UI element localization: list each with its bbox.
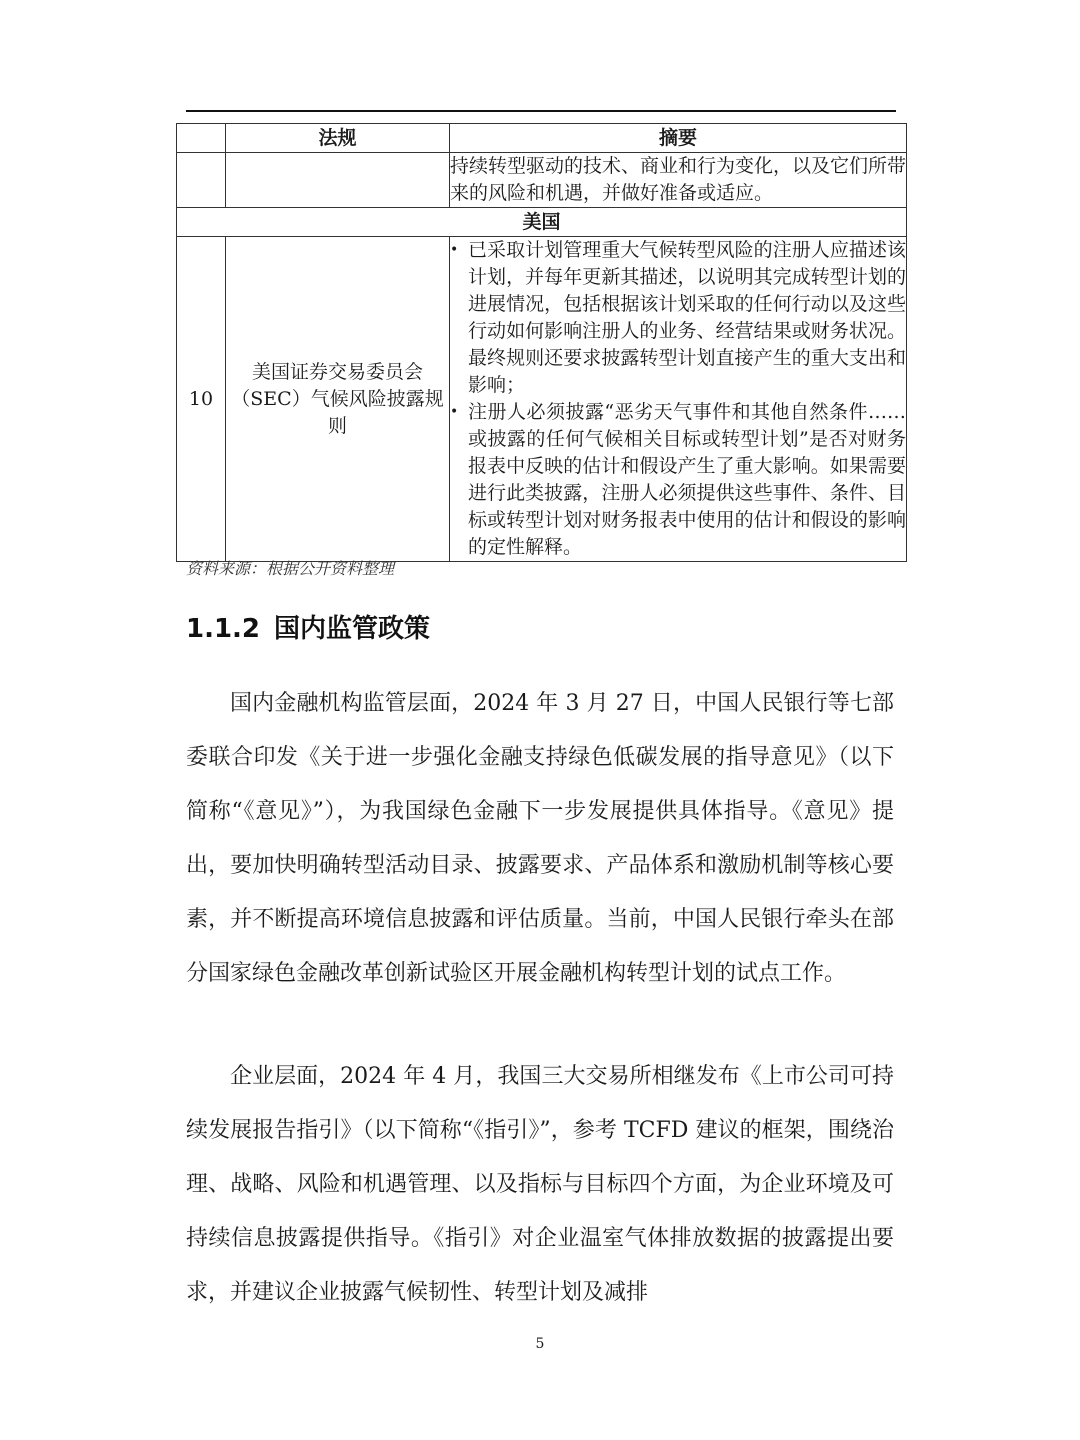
header-index <box>177 124 226 153</box>
bullet-icon: • <box>450 404 459 420</box>
region-row <box>177 208 907 237</box>
section-title: 国内监管政策 <box>274 614 431 644</box>
row-number: 10 <box>177 237 226 562</box>
table-row <box>177 153 907 208</box>
bullet-text: 已采取计划管理重大气候转型风险的注册人应描述该计划，并每年更新其描述，以说明其完成转型计划的进展情况，包括根据该计划采取的任何行动以及这些行动如何影响注册人的业务、经营结果或财务状况。最终规则还要求披露转型计划直接产生的重大支出和影响； <box>468 239 906 396</box>
empty-cell <box>226 153 450 208</box>
table-row <box>177 237 907 562</box>
header-summary: 摘要 <box>450 124 907 153</box>
region-label: 美国 <box>177 208 907 237</box>
list-item <box>450 237 906 399</box>
bullet-text: 注册人必须披露“恶劣天气事件和其他自然条件……或披露的任何气候相关目标或转型计划”是否对财务报表中反映的估计和假设产生了重大影响。如果需要进行此类披露，注册人必须提供这些事件、条件、目标或转型计划对财务报表中使用的估计和假设的影响的定性解释。 <box>468 401 906 558</box>
regulation-name: 美国证券交易委员会（SEC）气候风险披露规则 <box>226 237 450 562</box>
body-paragraph: 企业层面，2024 年 4 月，我国三大交易所相继发布《上市公司可持续发展报告指引》（以下简称“《指引》”，参考 TCFD 建议的框架，围绕治理、战略、风险和机遇管理、以及指标与目标四个方面，为企业环境及可持续信息披露提供指导。《指引》对企业温室气体排放数据的披露提出要求，并建议企业披露气候韧性、转型计划及减排 <box>186 1064 894 1305</box>
empty-cell <box>177 153 226 208</box>
section-number: 1.1.2 <box>186 614 261 644</box>
regulation-table <box>176 123 907 562</box>
section-heading <box>186 608 430 645</box>
bullet-icon: • <box>450 242 459 258</box>
header-rule <box>186 110 896 112</box>
body-paragraph: 国内金融机构监管层面，2024 年 3 月 27 日，中国人民银行等七部委联合印发《关于进一步强化金融支持绿色低碳发展的指导意见》（以下简称“《意见》”），为我国绿色金融下一步发展提供具体指导。《意见》提出，要加快明确转型活动目录、披露要求、产品体系和激励机制等核心要素，并不断提高环境信息披露和评估质量。当前，中国人民银行牵头在部分国家绿色金融改革创新试验区开展金融机构转型计划的试点工作。 <box>186 691 894 986</box>
header-regulation: 法规 <box>226 124 450 153</box>
source-note: 资料来源：根据公开资料整理 <box>186 559 395 578</box>
summary-bullets <box>450 237 907 562</box>
list-item <box>450 399 906 561</box>
summary-continuation: 持续转型驱动的技术、商业和行为变化，以及它们所带来的风险和机遇，并做好准备或适应。 <box>450 153 907 208</box>
table-header-row <box>177 124 907 153</box>
page-number: 5 <box>535 1336 545 1352</box>
